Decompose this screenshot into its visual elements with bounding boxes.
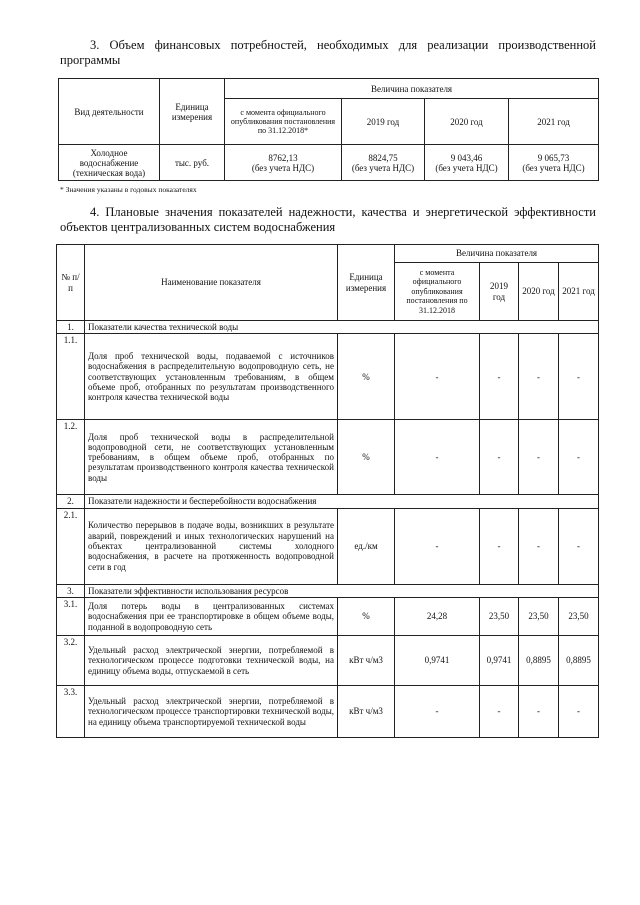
table-row [57,597,599,635]
group-num: 2. [57,495,85,508]
row-name: Количество перерывов в подаче воды, возникших в результате аварий, повреждений и иных технологических нарушений на объектах централизованной системы холодного водоснабжения, в расчете на протяженность водопроводной сети в год [85,508,338,584]
value-2019-note: (без учета НДС) [351,162,415,173]
table-row [57,508,599,584]
group-title: Показатели качества технической воды [85,321,599,334]
row-2019: - [480,420,519,495]
row-num: 3.2. [57,635,85,685]
col-since-header: с момента официального опубликования постановления по 31.12.2018 [395,263,480,321]
row-unit: % [338,420,395,495]
row-num: 3.1. [57,597,85,635]
row-unit: кВт ч/м3 [338,635,395,685]
col-2019-header: 2019 год [480,263,519,321]
group-title: Показатели эффективности использования ресурсов [85,584,599,597]
row-value-since [225,145,342,181]
value-2020: 9 043,46 [450,152,483,163]
section4-title: 4. Плановые значения показателей надежности, качества и энергетической эффективности объектов централизованных систем водоснабжения [60,205,596,234]
indicators-header-row [57,245,599,263]
col-num-header: № п/п [57,245,85,321]
row-activity: Холодное водоснабжение (техническая вода) [59,145,160,181]
row-name: Удельный расход электрической энергии, потребляемой в технологическом процессе подготовки технической воды, на единицу объема воды, отпускаемой в сеть [85,635,338,685]
financial-table [58,78,599,181]
row-value-2021 [509,145,599,181]
group-title: Показатели надежности и бесперебойности водоснабжения [85,495,599,508]
row-2020: 0,8895 [519,635,559,685]
col-2020-header: 2020 год [519,263,559,321]
row-name: Доля потерь воды в централизованных системах водоснабжения при ее транспортировке в общем объеме воды, поданной в водопроводную сеть [85,597,338,635]
row-num: 1.2. [57,420,85,495]
row-2021: - [559,334,599,420]
row-2019: 0,9741 [480,635,519,685]
col-2019-header: 2019 год [342,99,425,145]
row-since: - [395,508,480,584]
row-since: - [395,420,480,495]
table-row [57,685,599,737]
row-2021: 23,50 [559,597,599,635]
col-activity-header: Вид деятельности [59,79,160,145]
row-2020: - [519,508,559,584]
value-2021-note: (без учета НДС) [522,162,585,173]
col-2021-header: 2021 год [559,263,599,321]
row-2021: - [559,420,599,495]
section3-title: 3. Объем финансовых потребностей, необходимых для реализации производственной программы [60,38,596,67]
col-2020-header: 2020 год [425,99,509,145]
row-2019: - [480,508,519,584]
row-num: 2.1. [57,508,85,584]
row-2019: - [480,685,519,737]
financial-table-header-row [59,79,599,99]
indicators-table [56,244,599,738]
row-2020: - [519,420,559,495]
col-value-group-header: Величина показателя [225,79,599,99]
row-since: - [395,334,480,420]
row-unit: ед./км [338,508,395,584]
col-name-header: Наименование показателя [85,245,338,321]
row-value-2020 [425,145,509,181]
table-row [57,334,599,420]
financial-table-row [59,145,599,181]
section3-footnote: * Значения указаны в годовых показателях [60,185,197,194]
row-unit: % [338,597,395,635]
table-row [57,420,599,495]
section4-heading [60,205,596,235]
group-num: 1. [57,321,85,334]
col-value-group-header: Величина показателя [395,245,599,263]
value-2021: 9 065,73 [537,152,570,163]
row-num: 1.1. [57,334,85,420]
section3-heading [60,38,596,68]
value-since-note: (без учета НДС) [251,162,315,173]
row-2019: - [480,334,519,420]
col-since-header: с момента официального опубликования постановления по 31.12.2018* [225,99,342,145]
row-2019: 23,50 [480,597,519,635]
value-2019: 8824,75 [368,152,398,163]
row-unit: тыс. руб. [160,145,225,181]
group-num: 3. [57,584,85,597]
row-2021: - [559,508,599,584]
col-2021-header: 2021 год [509,99,599,145]
row-value-2019 [342,145,425,181]
row-2020: - [519,334,559,420]
row-since: 0,9741 [395,635,480,685]
row-unit: % [338,334,395,420]
row-name: Доля проб технической воды в распределительной водопроводной сети, не соответствующих установленным требованиям, в общем объеме проб, отобранных по результатам производственного контроля качества технической воды [85,420,338,495]
row-2021: 0,8895 [559,635,599,685]
row-num: 3.3. [57,685,85,737]
group-row [57,584,599,597]
row-unit: кВт ч/м3 [338,685,395,737]
value-since: 8762,13 [268,152,298,163]
row-2020: 23,50 [519,597,559,635]
col-unit-header: Единица измерения [338,245,395,321]
row-since: 24,28 [395,597,480,635]
group-row [57,495,599,508]
row-name: Удельный расход электрической энергии, потребляемой в технологическом процессе транспортировки технической воды, на единицу объема транспортируемой технической воды [85,685,338,737]
row-name: Доля проб технической воды, подаваемой с источников водоснабжения в распределительную водопроводную сеть, не соответствующих установленным требованиям, в общем объеме проб, отобранных по результатам производственного контроля качества технической воды [85,334,338,420]
row-2021: - [559,685,599,737]
row-2020: - [519,685,559,737]
table-row [57,635,599,685]
row-since: - [395,685,480,737]
value-2020-note: (без учета НДС) [435,162,498,173]
col-unit-header: Единица измерения [160,79,225,145]
group-row [57,321,599,334]
